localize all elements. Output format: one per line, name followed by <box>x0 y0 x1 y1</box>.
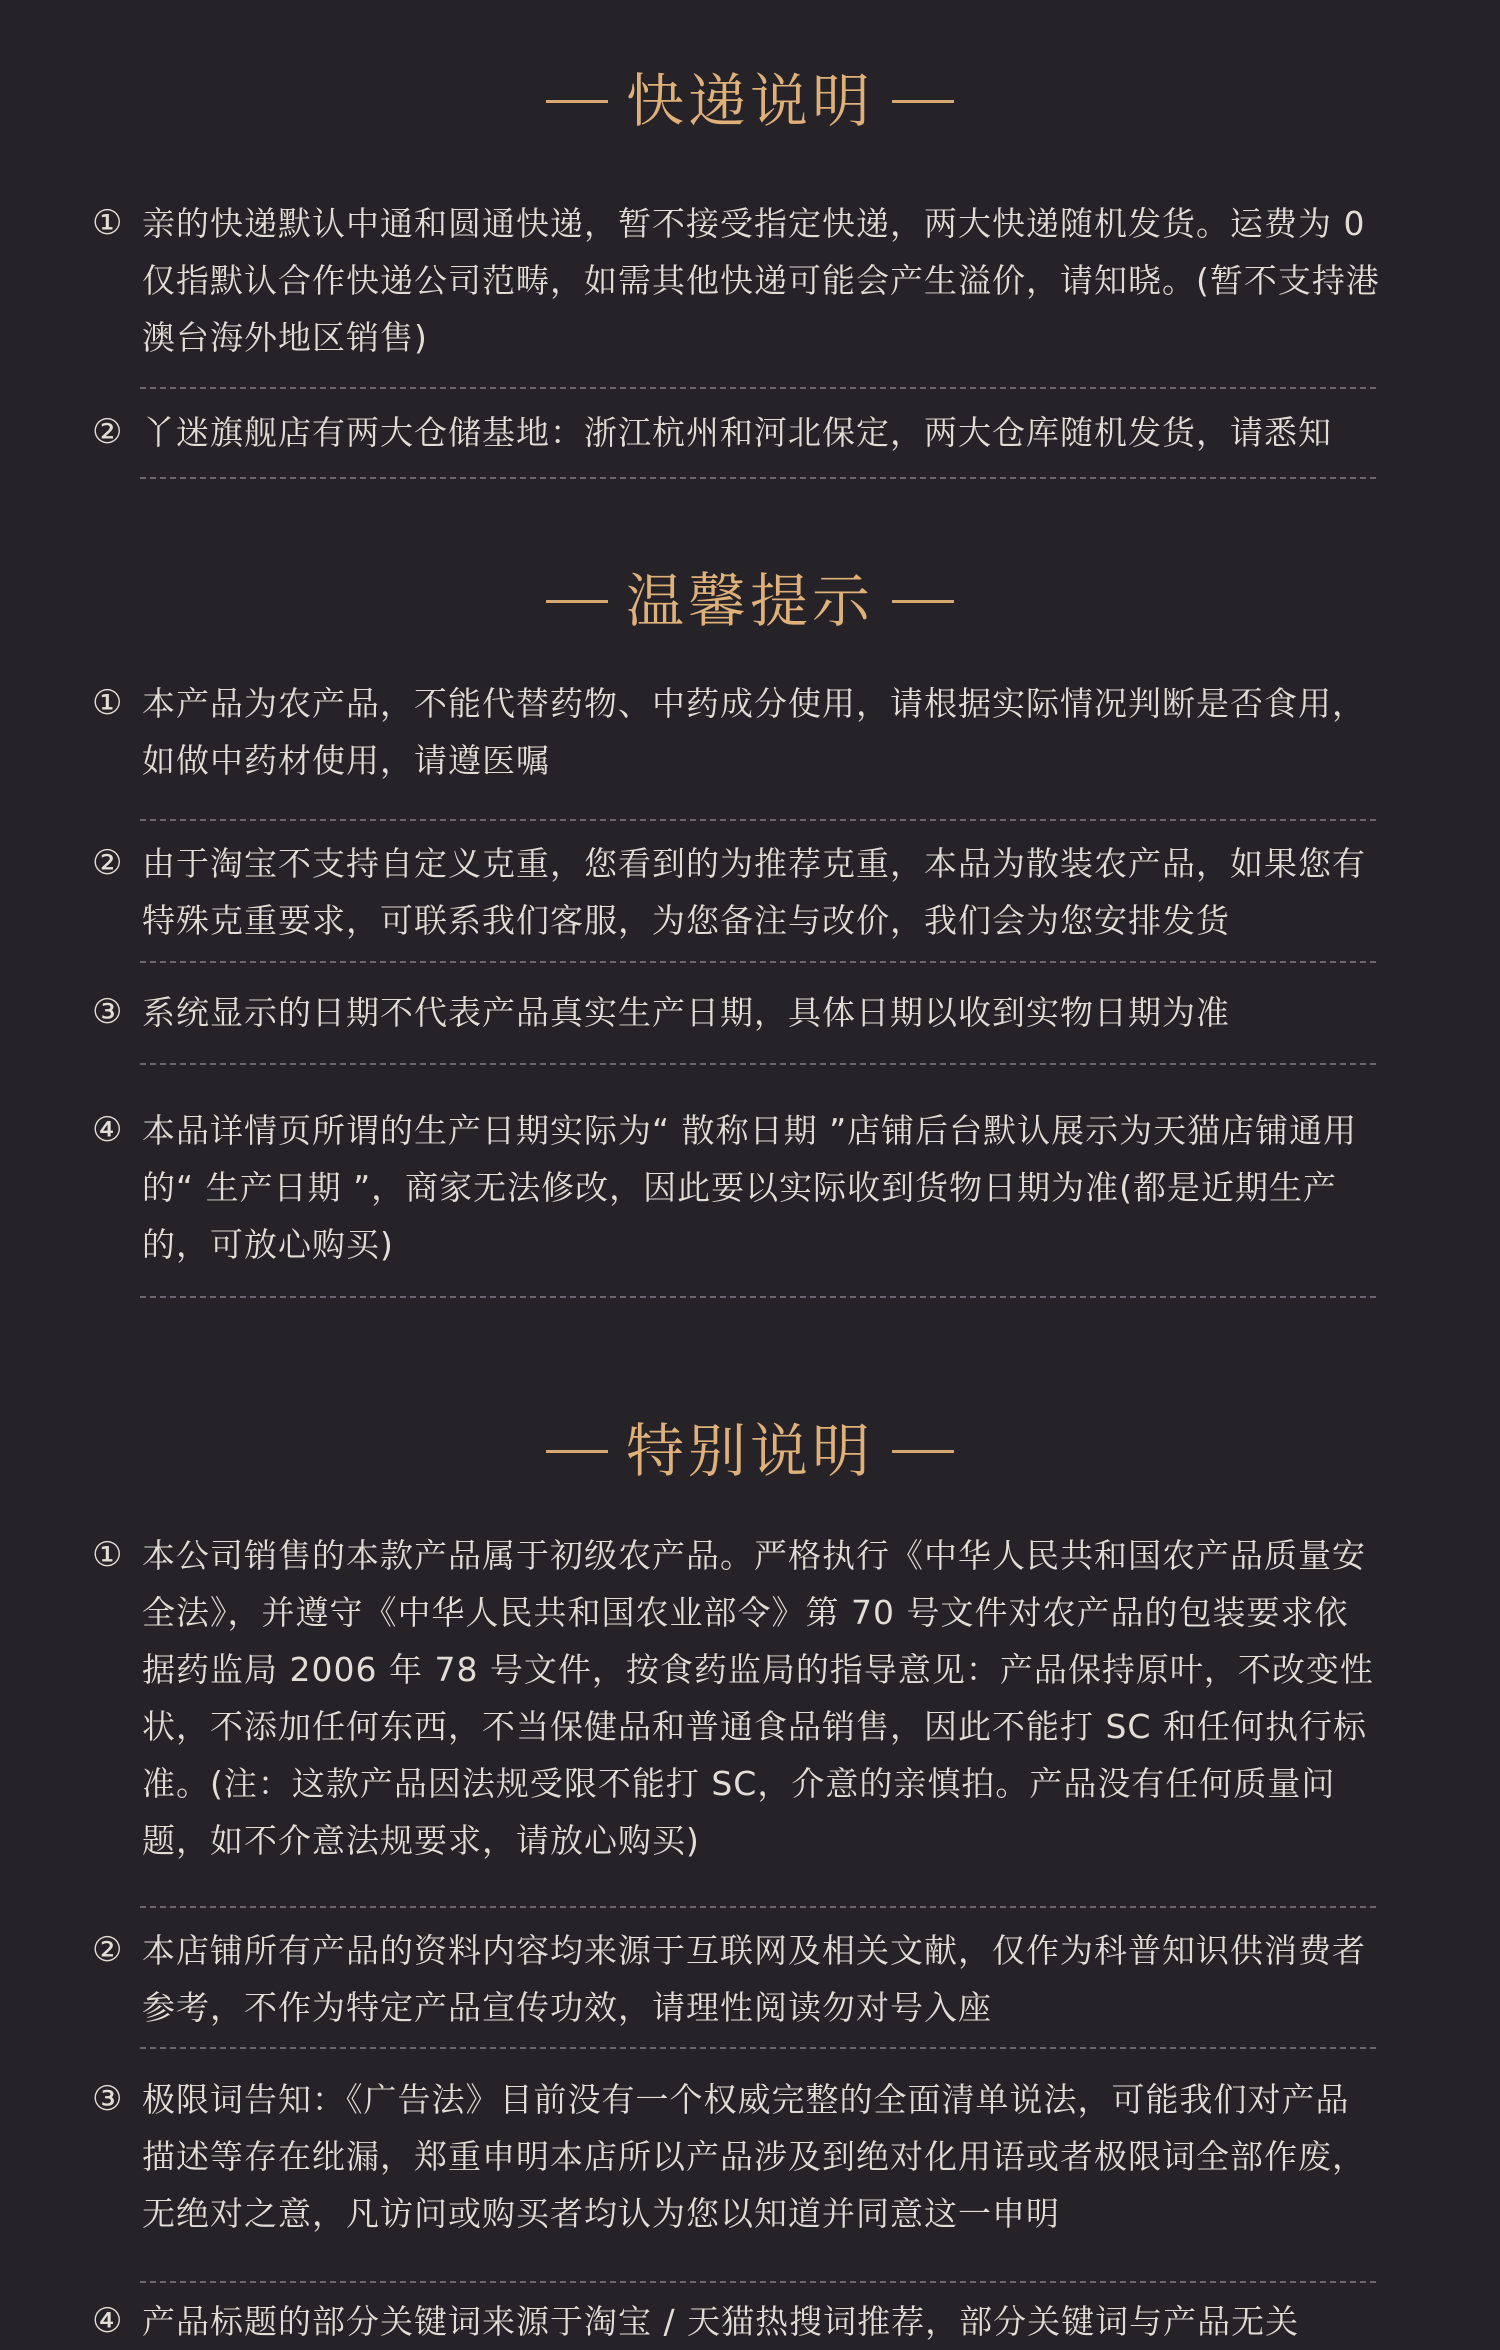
tips-item-1 <box>92 675 1382 789</box>
dashed-divider <box>140 477 1376 479</box>
special-item-3 <box>92 2071 1382 2242</box>
item-number: ① <box>92 683 123 723</box>
dashed-divider <box>140 2281 1376 2283</box>
dashed-divider <box>140 819 1376 821</box>
section-title-tips <box>0 566 1500 636</box>
dashed-divider <box>140 1063 1376 1065</box>
item-number: ① <box>92 203 123 243</box>
item-text: 本公司销售的本款产品属于初级农产品。严格执行《中华人民共和国农产品质量安全法》，并遵守《中华人民共和国农业部令》第 70 号文件对农产品的包装要求依据药监局 2006 年 78 号文件，按食药监局的指导意见：产品保持原叶，不改变性状，不添加任何东西，不当保健品和普通食品销售，因此不能打 SC 和任何执行标准。(注：这款产品因法规受限不能打 SC，介意的亲慎拍。产品没有任何质量问题，如不介意法规要求，请放心购买) <box>142 1536 1374 1860</box>
dashed-divider <box>140 961 1376 963</box>
item-text: 亲的快递默认中通和圆通快递，暂不接受指定快递，两大快递随机发货。运费为 0 仅指默认合作快递公司范畴，如需其他快递可能会产生溢价，请知晓。(暂不支持港澳台海外地区销售) <box>142 204 1380 357</box>
delivery-item-2 <box>92 404 1382 461</box>
title-rule-right <box>892 1450 954 1453</box>
title-rule-left <box>546 100 608 103</box>
item-number: ② <box>92 843 123 883</box>
dashed-divider <box>140 1906 1376 1908</box>
title-rule-right <box>892 100 954 103</box>
title-rule-right <box>892 600 954 603</box>
dashed-divider <box>140 387 1376 389</box>
section-heading: 快递说明 <box>625 67 874 135</box>
item-text: 系统显示的日期不代表产品真实生产日期，具体日期以收到实物日期为准 <box>142 993 1230 1032</box>
delivery-item-1 <box>92 195 1382 366</box>
item-number: ② <box>92 412 123 452</box>
item-text: 产品标题的部分关键词来源于淘宝 / 天猫热搜词推荐，部分关键词与产品无关 <box>142 2302 1300 2341</box>
item-number: ① <box>92 1535 123 1575</box>
section-title-special <box>0 1416 1500 1486</box>
item-text: 本品详情页所谓的生产日期实际为“ 散称日期 ”店铺后台默认展示为天猫店铺通用的“ 生产日期 ”，商家无法修改，因此要以实际收到货物日期为准(都是近期生产的，可放心购买) <box>142 1111 1358 1264</box>
item-text: 丫迷旗舰店有两大仓储基地：浙江杭州和河北保定，两大仓库随机发货，请悉知 <box>142 413 1332 452</box>
item-text: 本产品为农产品，不能代替药物、中药成分使用，请根据实际情况判断是否食用，如做中药材使用，请遵医嘱 <box>142 684 1366 780</box>
tips-item-2 <box>92 835 1382 949</box>
item-number: ③ <box>92 992 123 1032</box>
dashed-divider <box>140 2047 1376 2049</box>
section-heading: 特别说明 <box>625 1417 874 1485</box>
item-text: 本店铺所有产品的资料内容均来源于互联网及相关文献，仅作为科普知识供消费者参考，不作为特定产品宣传功效，请理性阅读勿对号入座 <box>142 1931 1366 2027</box>
item-number: ② <box>92 1930 123 1970</box>
title-rule-left <box>546 600 608 603</box>
special-item-2 <box>92 1922 1382 2036</box>
item-number: ④ <box>92 1110 123 1150</box>
dashed-divider <box>140 1296 1376 1298</box>
item-number: ③ <box>92 2079 123 2119</box>
item-number: ④ <box>92 2301 123 2341</box>
item-text: 由于淘宝不支持自定义克重，您看到的为推荐克重，本品为散装农产品，如果您有特殊克重要求，可联系我们客服，为您备注与改价，我们会为您安排发货 <box>142 844 1366 940</box>
tips-item-3 <box>92 984 1382 1041</box>
tips-item-4 <box>92 1102 1382 1273</box>
section-title-delivery <box>0 66 1500 136</box>
section-heading: 温馨提示 <box>625 567 874 635</box>
special-item-1 <box>92 1527 1382 1869</box>
title-rule-left <box>546 1450 608 1453</box>
item-text: 极限词告知：《广告法》目前没有一个权威完整的全面清单说法，可能我们对产品描述等存在纰漏，郑重申明本店所以产品涉及到绝对化用语或者极限词全部作废，无绝对之意，凡访问或购买者均认为您以知道并同意这一申明 <box>142 2080 1366 2233</box>
